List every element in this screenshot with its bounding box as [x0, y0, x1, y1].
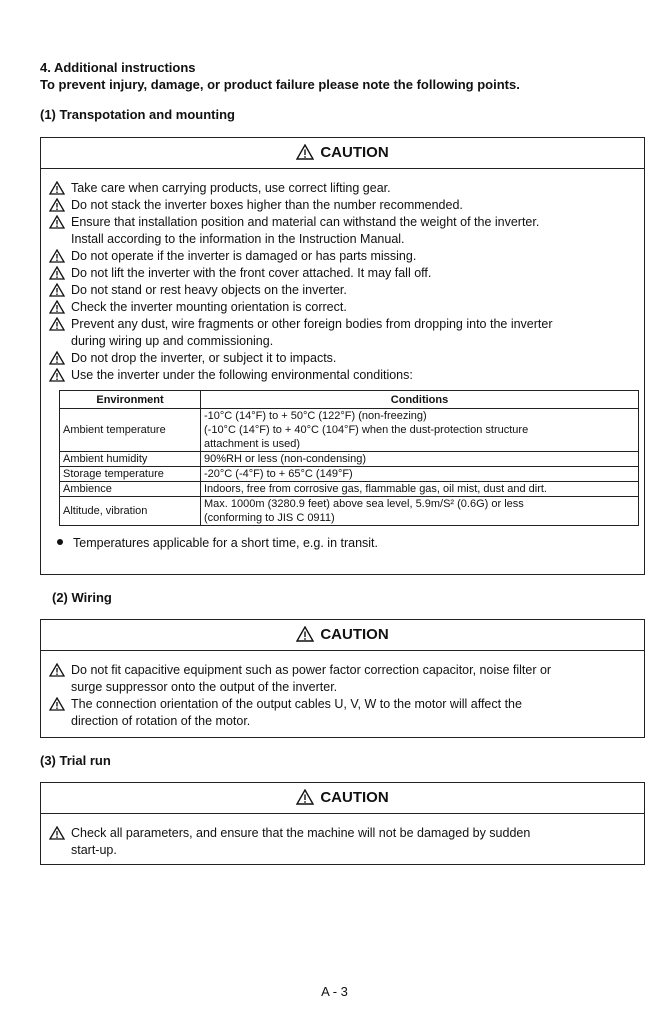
instructions-title: 4. Additional instructions [40, 60, 196, 75]
warning-triangle-icon [296, 789, 314, 805]
list-item: Do not stand or rest heavy objects on the inverter. [45, 282, 640, 299]
section-2-title: (2) Wiring [52, 590, 112, 605]
list-item: Do not lift the inverter with the front cover attached. It may fall off. [45, 265, 640, 282]
caution-label: CAUTION [320, 144, 389, 161]
warning-triangle-icon [49, 198, 65, 212]
section-3-title: (3) Trial run [40, 753, 111, 768]
warning-triangle-icon [49, 697, 65, 711]
warning-triangle-icon [49, 300, 65, 314]
table-row: Storage temperature -20°C (-4°F) to + 65°C (149°F) [60, 467, 639, 482]
transit-note: Temperatures applicable for a short time, e.g. in transit. [57, 536, 378, 550]
column-header-conditions: Conditions [201, 391, 639, 409]
warning-triangle-icon [49, 181, 65, 195]
caution-box-trial-run [40, 782, 645, 865]
list-item-continued: direction of rotation of the motor. [71, 714, 251, 728]
caution-header [41, 783, 644, 814]
list-item: Do not drop the inverter, or subject it to impacts. [45, 350, 640, 367]
list-item: Check all parameters, and ensure that the machine will not be damaged by sudden [45, 825, 640, 842]
instructions-subtitle: To prevent injury, damage, or product failure please note the following points. [40, 77, 520, 92]
list-item: Use the inverter under the following environmental conditions: [45, 367, 640, 384]
list-item: Ensure that installation position and material can withstand the weight of the inverter. [45, 214, 640, 231]
warning-triangle-icon [296, 144, 314, 160]
environment-table [59, 390, 639, 526]
table-row: Altitude, vibration Max. 1000m (3280.9 feet) above sea level, 5.9m/S² (0.6G) or less (conforming to JIS C 0911) [60, 497, 639, 526]
warning-triangle-icon [49, 826, 65, 840]
caution-label: CAUTION [320, 789, 389, 806]
warning-triangle-icon [49, 368, 65, 382]
caution-header [41, 138, 644, 169]
warning-triangle-icon [49, 663, 65, 677]
caution-box-transport [40, 137, 645, 575]
caution-list-transport [45, 180, 640, 384]
caution-list-wiring [45, 662, 640, 730]
bullet-icon [57, 539, 63, 545]
list-item-continued: start-up. [71, 843, 117, 857]
table-row: Ambient humidity 90%RH or less (non-condensing) [60, 452, 639, 467]
warning-triangle-icon [49, 215, 65, 229]
warning-triangle-icon [49, 249, 65, 263]
warning-triangle-icon [49, 266, 65, 280]
column-header-environment: Environment [60, 391, 201, 409]
warning-triangle-icon [49, 283, 65, 297]
page-number: A - 3 [321, 984, 348, 999]
warning-triangle-icon [49, 351, 65, 365]
table-row: Ambience Indoors, free from corrosive gas, flammable gas, oil mist, dust and dirt. [60, 482, 639, 497]
warning-triangle-icon [296, 626, 314, 642]
list-item-continued: during wiring up and commissioning. [71, 334, 274, 348]
list-item: Take care when carrying products, use correct lifting gear. [45, 180, 640, 197]
caution-header [41, 620, 644, 651]
caution-label: CAUTION [320, 626, 389, 643]
list-item: Do not stack the inverter boxes higher than the number recommended. [45, 197, 640, 214]
list-item: Do not fit capacitive equipment such as power factor correction capacitor, noise filter or [45, 662, 640, 679]
list-item: The connection orientation of the output cables U, V, W to the motor will affect the [45, 696, 640, 713]
list-item-continued: surge suppressor onto the output of the inverter. [71, 680, 338, 694]
table-row: Ambient temperature -10°C (14°F) to + 50°C (122°F) (non-freezing) (-10°C (14°F) to + 40°C (104°F) when the dust-protection structure attachment is used) [60, 409, 639, 452]
section-1-title: (1) Transpotation and mounting [40, 107, 235, 122]
table-header-row [60, 391, 639, 409]
caution-box-wiring [40, 619, 645, 738]
warning-triangle-icon [49, 317, 65, 331]
list-item-continued: Install according to the information in the Instruction Manual. [71, 232, 405, 246]
caution-list-trial-run [45, 825, 640, 859]
list-item: Prevent any dust, wire fragments or other foreign bodies from dropping into the inverter [45, 316, 640, 333]
list-item: Do not operate if the inverter is damaged or has parts missing. [45, 248, 640, 265]
list-item: Check the inverter mounting orientation is correct. [45, 299, 640, 316]
